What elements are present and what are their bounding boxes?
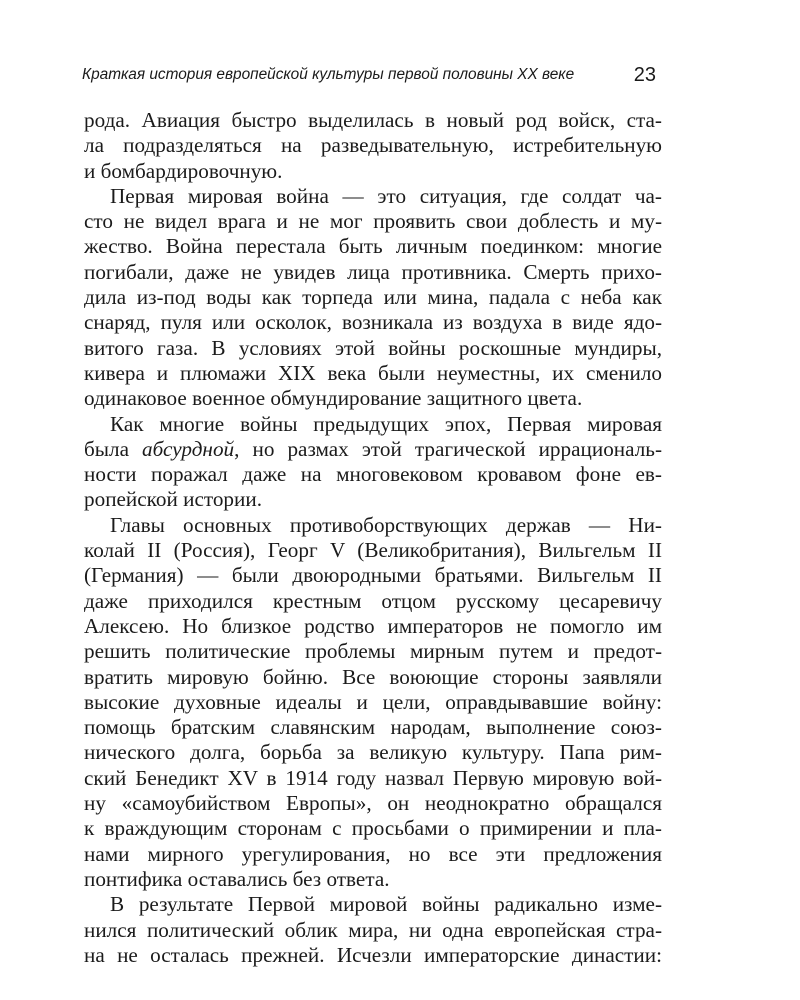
text-line-with-emphasis <box>84 437 662 462</box>
text-line: Как многие войны предыдущих эпох, Первая мировая <box>110 411 662 436</box>
text-line: Алексею. Но близкое родство императоров не помогло им <box>84 613 662 638</box>
text-line: ну «самоубийством Европы», он неоднократно обращался <box>84 791 662 816</box>
text-line: одинаковое военное обмундирование защитного цвета. <box>84 386 583 411</box>
text-line: погибали, даже не увидев лица противника. Смерть прихо- <box>84 259 662 284</box>
page-number: 23 <box>633 64 656 86</box>
text-line: (Германия) — были двоюродными братьями. Вильгельм II <box>84 563 662 588</box>
text-line: кивера и плюмажи XIX века были неуместны, их сменило <box>84 360 662 385</box>
text-line: нического долга, борьба за великую культуру. Папа рим- <box>84 740 662 765</box>
text-line: Главы основных противоборствующих держав — Ни- <box>110 512 662 537</box>
text-line: ропейской истории. <box>84 487 263 512</box>
text-line: ности поражал даже на многовековом кровавом фоне ев- <box>84 462 662 487</box>
text-line: даже приходился крестным отцом русскому цесаревичу <box>84 588 662 613</box>
text-fragment: , но размах этой трагической иррациональ- <box>234 436 662 461</box>
page-header <box>82 64 660 90</box>
text-line: колай II (Россия), Георг V (Великобритания), Вильгельм II <box>84 538 662 563</box>
text-line: нами мирного урегулирования, но все эти предложения <box>84 841 662 866</box>
text-line: понтифика оставались без ответа. <box>84 866 390 891</box>
text-line: сто не видел врага и не мог проявить свои доблесть и му- <box>84 209 662 234</box>
text-line: В результате Первой мировой войны радикально изме- <box>110 892 662 917</box>
text-line: решить политические проблемы мирным путем и предот- <box>84 639 662 664</box>
text-line: и бомбардировочную. <box>84 158 283 183</box>
body-text <box>84 108 662 968</box>
text-line: вратить мировую бойню. Все воюющие стороны заявляли <box>84 664 662 689</box>
text-line: высокие духовные идеалы и цели, оправдывавшие войну: <box>84 689 662 714</box>
text-line: на не осталась прежней. Исчезли императорские династии: <box>84 942 662 967</box>
text-line: ский Бенедикт XV в 1914 году назвал Первую мировую вой- <box>84 765 662 790</box>
text-line: снаряд, пуля или осколок, возникала из воздуха в виде ядо- <box>84 310 662 335</box>
text-line: помощь братским славянским народам, выполнение союз- <box>84 715 662 740</box>
text-line: жество. Война перестала быть личным поединком: многие <box>84 234 662 259</box>
running-title: Краткая история европейской культуры первой половины XX веке <box>82 66 575 83</box>
emphasized-word: абсурдной <box>142 436 235 461</box>
text-line: ла подразделяться на разведывательную, истребительную <box>84 133 662 158</box>
text-fragment: была <box>84 436 143 461</box>
text-line: витого газа. В условиях этой войны роскошные мундиры, <box>84 335 662 360</box>
text-line: нился политический облик мира, ни одна европейская стра- <box>84 917 662 942</box>
text-line: рода. Авиация быстро выделилась в новый род войск, ста- <box>84 108 662 132</box>
text-line: дила из-под воды как торпеда или мина, падала с неба как <box>84 285 662 310</box>
text-line: Первая мировая война — это ситуация, где солдат ча- <box>110 183 662 208</box>
text-line: к враждующим сторонам с просьбами о примирении и пла- <box>84 816 662 841</box>
